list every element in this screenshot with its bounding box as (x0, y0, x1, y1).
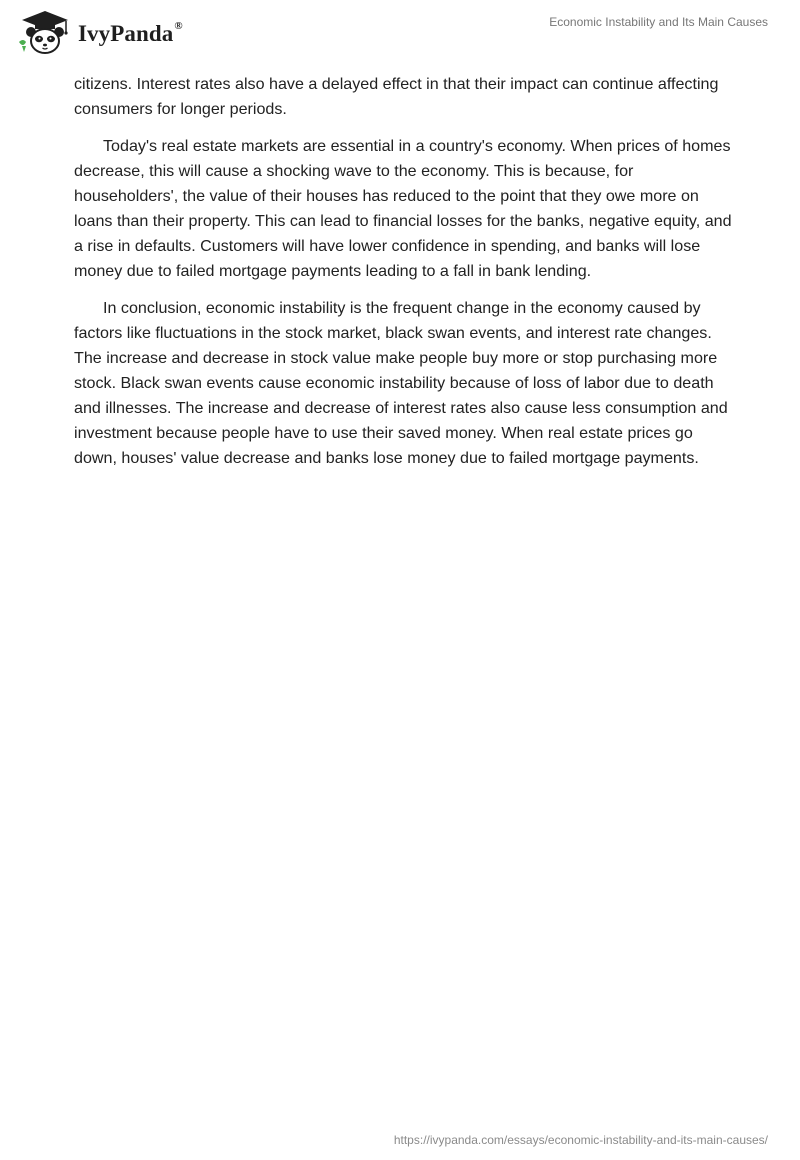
registered-mark: ® (174, 20, 183, 33)
document-title: Economic Instability and Its Main Causes (549, 15, 768, 29)
paragraph-real-estate: Today's real estate markets are essential in a country's economy. When prices of homes decrease, this will cause a shocking wave to the economy. This is because, for householders', the value of their houses has reduced to the point that they owe more on loans than their property. This can lead to financial losses for the banks, negative equity, and a rise in defaults. Customers will have lower confidence in spending, and banks will lose money due to failed mortgage payments leading to a fall in bank lending. (74, 137, 732, 280)
page-header (0, 0, 800, 64)
ivypanda-logo[interactable] (16, 8, 183, 58)
brand-name: IvyPanda® (78, 20, 183, 46)
panda-graduation-cap-icon (16, 8, 74, 58)
paragraph-continued: citizens. Interest rates also have a delayed effect in that their impact can continue affecting consumers for longer periods. (74, 75, 719, 118)
essay-body (74, 72, 734, 483)
paragraph-conclusion: In conclusion, economic instability is the frequent change in the economy caused by factors like fluctuations in the stock market, black swan events, and interest rate changes. The increase and decrease in stock value make people buy more or stop purchasing more stock. Black swan events cause economic instability because of loss of labor due to death and illnesses. The increase and decrease of interest rates also cause less consumption and investment because people have to use their saved money. When real estate prices go down, houses' value decrease and banks lose money due to failed mortgage payments. (74, 299, 728, 467)
source-url[interactable]: https://ivypanda.com/essays/economic-instability-and-its-main-causes/ (393, 1133, 768, 1147)
